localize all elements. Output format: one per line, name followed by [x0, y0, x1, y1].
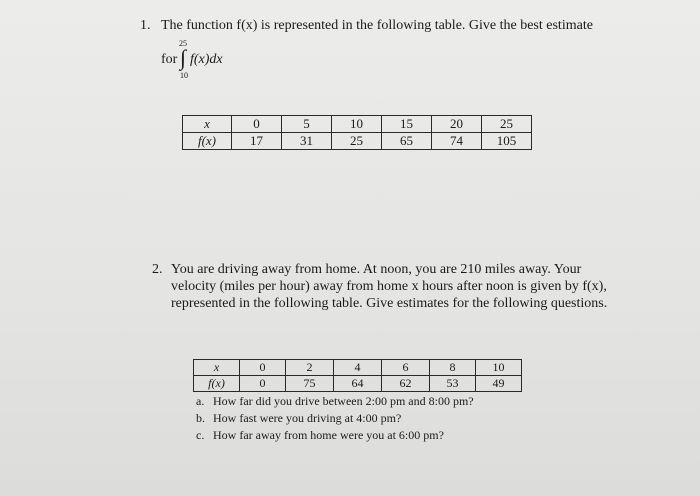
table-cell: 10 [332, 116, 382, 133]
question-2-table [193, 359, 522, 392]
table-row [194, 360, 522, 376]
table-row [183, 133, 532, 150]
table-cell: 65 [382, 133, 432, 150]
table-cell: 64 [334, 376, 382, 392]
table-cell: 17 [232, 133, 282, 150]
part-b-label: b. [196, 411, 205, 425]
integral-upper-limit: 25 [179, 39, 187, 48]
table-row [194, 376, 522, 392]
table-cell: 15 [382, 116, 432, 133]
question-1-number: 1. [140, 18, 151, 33]
table-header-fx: f(x) [194, 376, 240, 392]
table-cell: 0 [240, 360, 286, 376]
table-cell: 75 [286, 376, 334, 392]
table-cell: 49 [476, 376, 522, 392]
question-1-for-label: for [161, 52, 178, 67]
question-2-line-2: velocity (miles per hour) away from home x hours after noon is given by f(x), [171, 279, 607, 294]
table-header-x: x [194, 360, 240, 376]
table-cell: 2 [286, 360, 334, 376]
question-2-number: 2. [152, 262, 163, 277]
part-c-text: How far away from home were you at 6:00 pm? [213, 428, 444, 442]
table-header-fx: f(x) [183, 133, 232, 150]
table-cell: 6 [382, 360, 430, 376]
table-cell: 0 [240, 376, 286, 392]
table-row [183, 116, 532, 133]
part-a-text: How far did you drive between 2:00 pm and 8:00 pm? [213, 394, 474, 408]
part-a-label: a. [196, 394, 205, 408]
table-cell: 105 [482, 133, 532, 150]
table-cell: 62 [382, 376, 430, 392]
table-cell: 25 [332, 133, 382, 150]
table-header-x: x [183, 116, 232, 133]
table-cell: 5 [282, 116, 332, 133]
question-1-table [182, 115, 532, 150]
part-b-text: How fast were you driving at 4:00 pm? [213, 411, 402, 425]
table-cell: 0 [232, 116, 282, 133]
table-cell: 4 [334, 360, 382, 376]
question-2-line-1: You are driving away from home. At noon, you are 210 miles away. Your [171, 262, 582, 277]
integral-sign-icon: ∫ [180, 45, 187, 70]
table-cell: 31 [282, 133, 332, 150]
table-cell: 8 [430, 360, 476, 376]
integral-integrand: f(x)dx [190, 52, 223, 67]
question-1-text: The function f(x) is represented in the following table. Give the best estimate [161, 18, 593, 33]
integral-lower-limit: 10 [180, 71, 188, 80]
table-cell: 74 [432, 133, 482, 150]
question-2-line-3: represented in the following table. Give estimates for the following questions. [171, 296, 608, 311]
table-cell: 25 [482, 116, 532, 133]
table-cell: 10 [476, 360, 522, 376]
table-cell: 53 [430, 376, 476, 392]
table-cell: 20 [432, 116, 482, 133]
part-c-label: c. [196, 428, 205, 442]
